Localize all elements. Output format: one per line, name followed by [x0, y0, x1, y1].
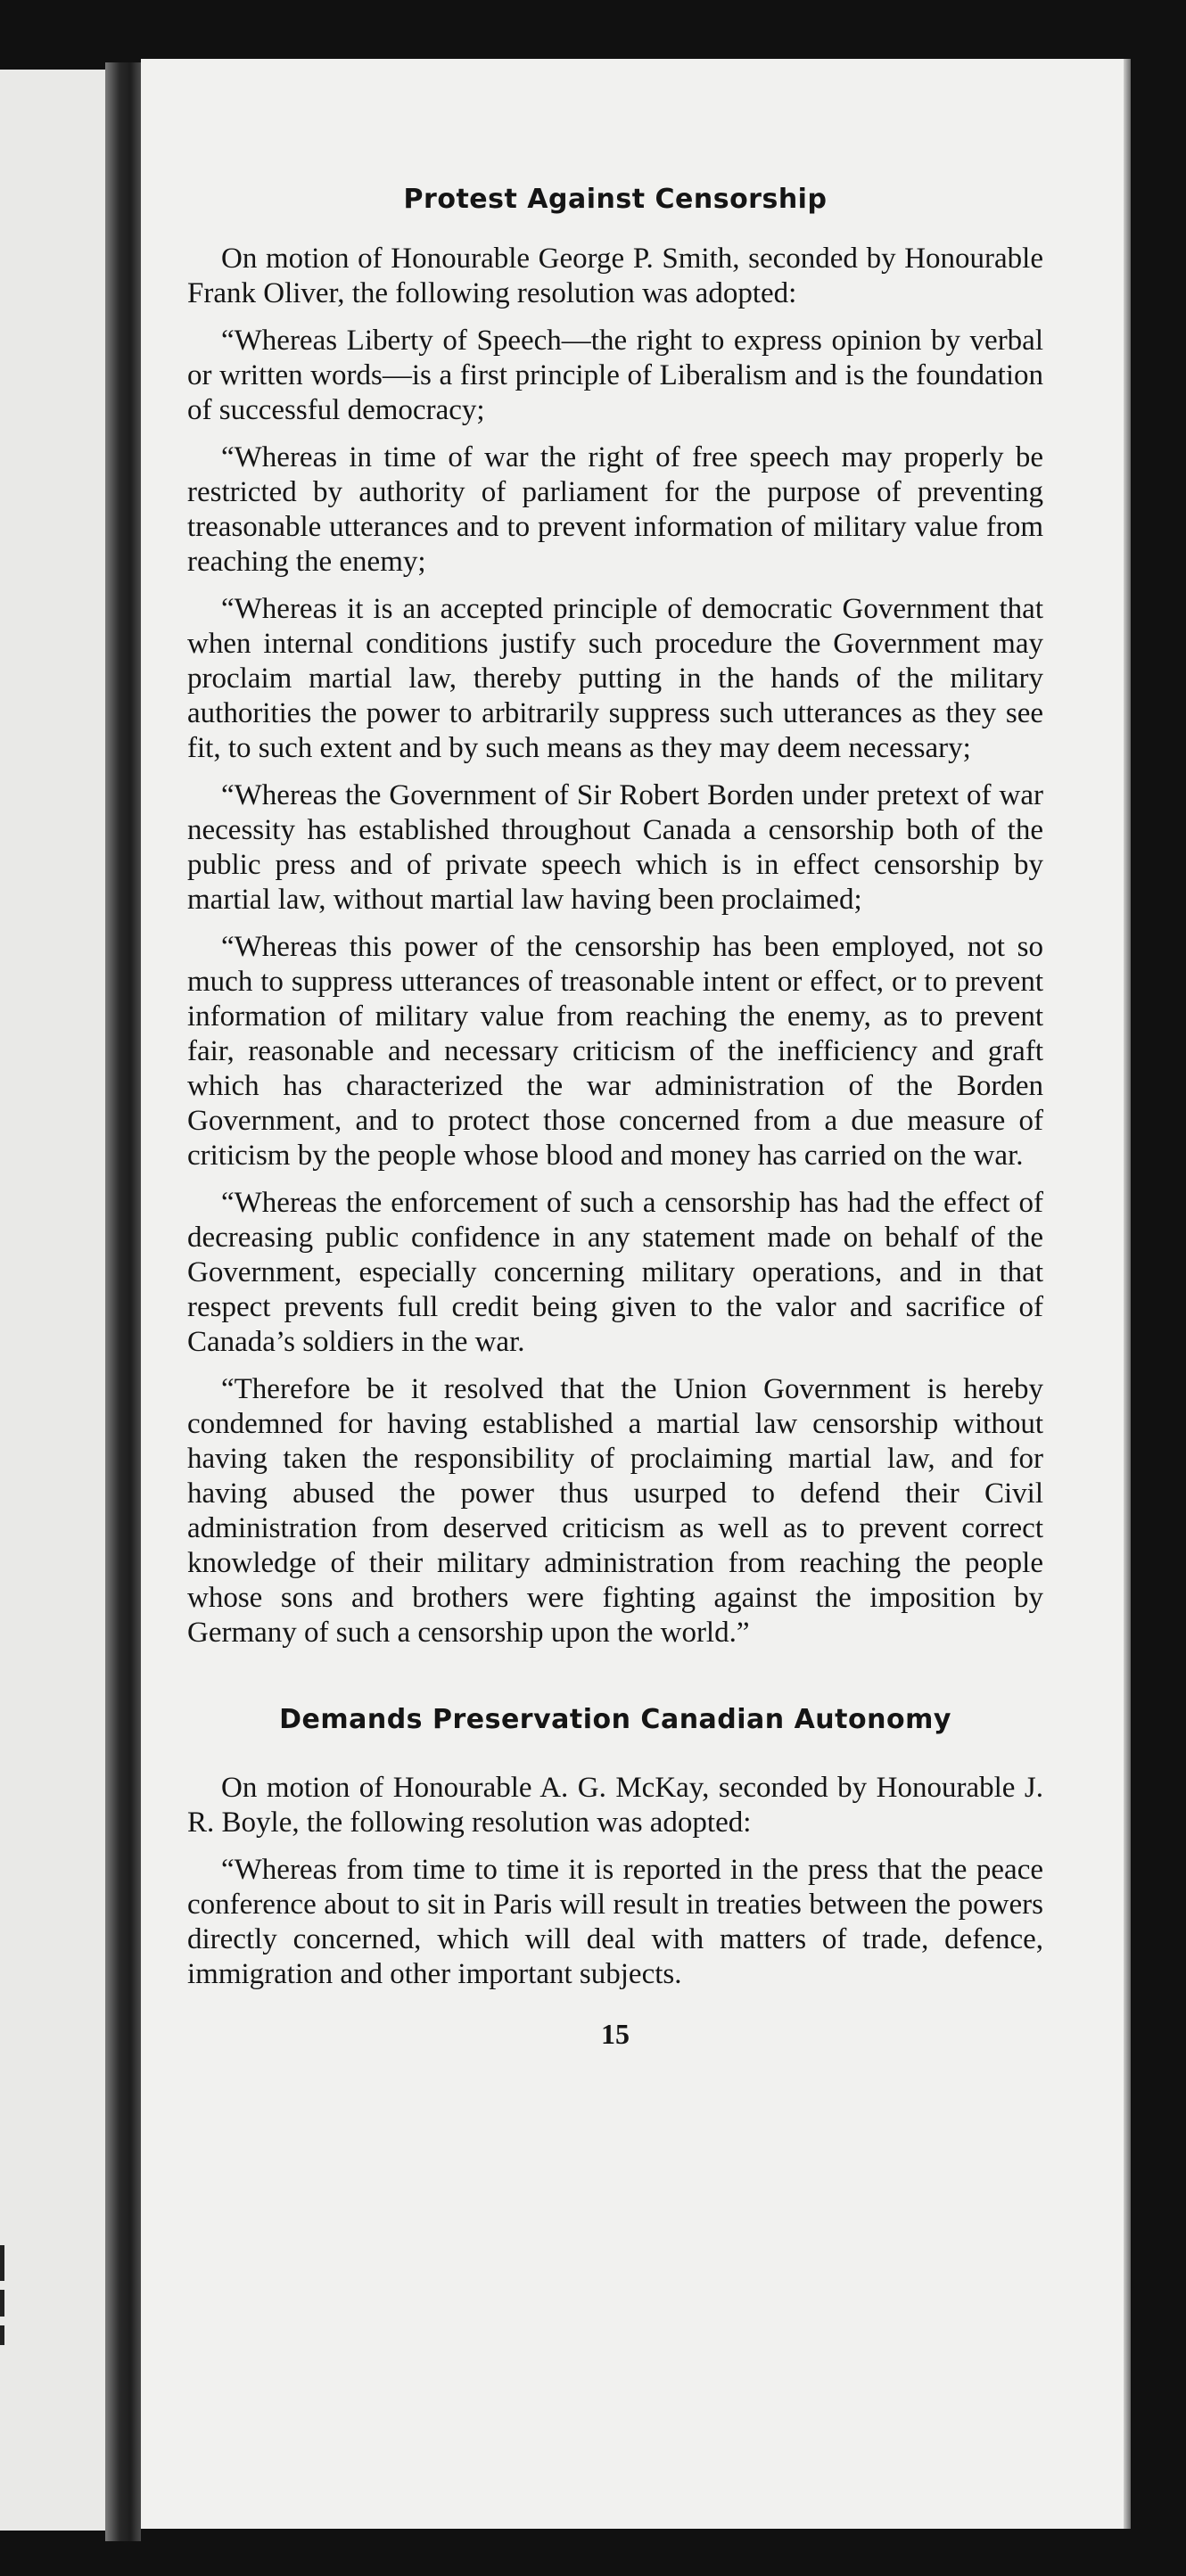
facing-page-marks: [0, 2245, 11, 2424]
facing-page-edge: [0, 70, 105, 2531]
section-heading-autonomy: Demands Preservation Canadian Autonomy: [279, 1704, 951, 1735]
page: [141, 59, 1124, 2529]
paragraph-liberty-of-speech: “Whereas Liberty of Speech—the right to express opinion by verbal or written words—is a first principle of Liberalism and is the foundation of successful democracy;: [187, 325, 1043, 426]
page-number: 15: [601, 2018, 630, 2050]
paragraph-therefore-resolved: “Therefore be it resolved that the Union Government is hereby condemned for having established a martial law censorship without having taken the responsibility of proclaiming martial law, and for having abused the power thus usurped to defend their Civil administration from deserved criticism as well as to prevent correct knowledge of their military administration from reaching the people whose sons and brothers were fighting against the imposition by Germany of such a censorship upon the world.”: [187, 1373, 1043, 1649]
paragraph-motion-smith: On motion of Honourable George P. Smith, seconded by Honourable Frank Oliver, the following resolution was adopted:: [187, 243, 1043, 309]
paragraph-power-employed: “Whereas this power of the censorship has been employed, not so much to suppress utterances of treasonable intent or effect, or to prevent information of military value from reaching the enemy, as to prevent fair, reasonable and necessary criticism of the inefficiency and graft which has characterized the war administration of the Borden Government, and to protect those concerned from a due measure of criticism by the people whose blood and money has carried on the war.: [187, 931, 1043, 1172]
section-heading-censorship: Protest Against Censorship: [403, 184, 828, 215]
paragraph-martial-law: “Whereas it is an accepted principle of democratic Government that when internal conditions justify such procedure the Government may proclaim martial law, thereby putting in the hands of the military authorities the power to arbitrarily suppress such utterances as they see fit, to such extent and by such means as they may deem necessary;: [187, 593, 1043, 764]
paragraph-borden-censorship: “Whereas the Government of Sir Robert Borden under pretext of war necessity has established throughout Canada a censorship both of the public press and of private speech which is in effect censorship by martial law, without martial law having been proclaimed;: [187, 779, 1043, 916]
page-edge-shadow: [1124, 59, 1131, 2529]
paragraph-motion-mckay: On motion of Honourable A. G. McKay, seconded by Honourable J. R. Boyle, the following resolution was adopted:: [187, 1772, 1043, 1839]
page-content: [187, 182, 1043, 2052]
paragraph-time-of-war: “Whereas in time of war the right of free speech may properly be restricted by authority of parliament for the purpose of preventing treasonable utterances and to prevent information of military value from reaching the enemy;: [187, 441, 1043, 578]
book-gutter: [105, 62, 141, 2541]
paragraph-enforcement: “Whereas the enforcement of such a censorship has had the effect of decreasing public confidence in any statement made on behalf of the Government, especially concerning military operations, and in that respect prevents full credit being given to the valor and sacrifice of Canada’s soldiers in the war.: [187, 1187, 1043, 1358]
paragraph-peace-conference: “Whereas from time to time it is reported in the press that the peace conference about to sit in Paris will result in treaties between the powers directly concerned, which will deal with matters of trade, defence, immigration and other important subjects.: [187, 1854, 1043, 1990]
